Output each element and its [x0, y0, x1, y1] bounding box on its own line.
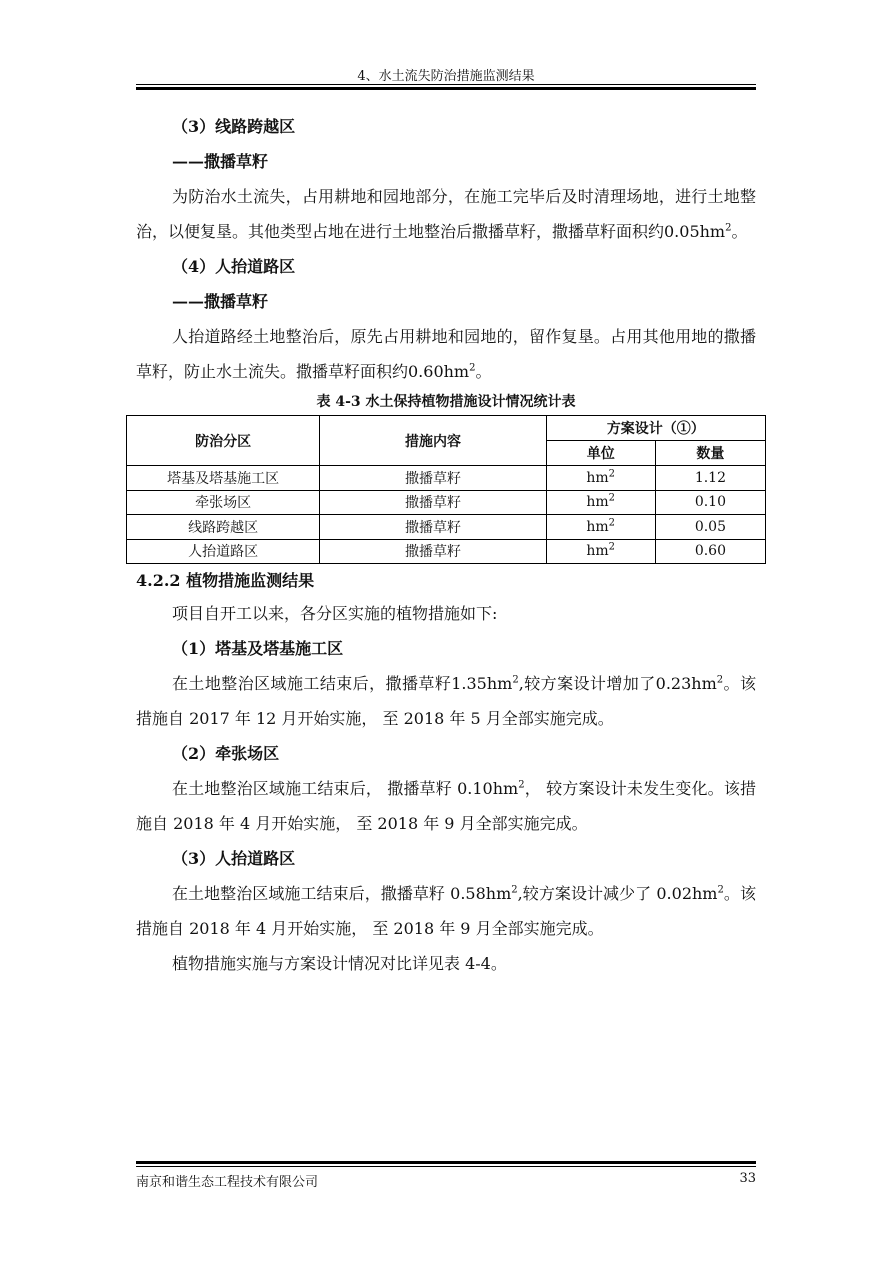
header-plan: 方案设计（①） — [546, 416, 765, 441]
cell-qty: 0.60 — [655, 539, 765, 564]
paragraph-closing: 植物措施实施与方案设计情况对比详见表 4-4。 — [172, 954, 507, 973]
cell-unit: $hm^2$ — [546, 539, 655, 564]
paragraph-result-tower: 在土地整治区域施工结束后，撒播草籽$1.35hm^2$,较方案设计增加了$0.23hm^2$。该措施自 2017 年 12 月开始实施， 至 2018 年 5 月全部实施完成。 — [136, 674, 756, 728]
cell-zone: 人抬道路区 — [127, 539, 320, 564]
result-heading-tension: （2）牵张场区 — [172, 744, 280, 763]
cell-unit: $hm^2$ — [546, 466, 655, 491]
plant-measures-table — [126, 415, 766, 564]
header-unit: 单位 — [546, 441, 655, 466]
cell-measure: 撒播草籽 — [320, 539, 546, 564]
measure-heading-seeding: ——撒播草籽 — [172, 152, 269, 171]
cell-zone: 塔基及塔基施工区 — [127, 466, 320, 491]
page-body — [136, 109, 756, 981]
header-rule-thin — [136, 84, 756, 85]
header-zone: 防治分区 — [127, 416, 320, 466]
paragraph-intro: 项目自开工以来，各分区实施的植物措施如下: — [172, 604, 498, 623]
measure-heading-seeding-2: ——撒播草籽 — [172, 292, 269, 311]
section-heading-carry-road: （4）人抬道路区 — [172, 257, 296, 276]
table-row — [127, 490, 766, 515]
cell-unit: $hm^2$ — [546, 490, 655, 515]
result-heading-road: （3）人抬道路区 — [172, 849, 296, 868]
cell-measure: 撒播草籽 — [320, 515, 546, 540]
section-heading-line-crossing: （3）线路跨越区 — [172, 117, 296, 136]
result-heading-tower: （1）塔基及塔基施工区 — [172, 639, 344, 658]
paragraph-result-tension: 在土地整治区域施工结束后， 撒播草籽 $0.10hm^2$， 较方案设计未发生变化。该措施自 2018 年 4 月开始实施， 至 2018 年 9 月全部实施完成。 — [136, 779, 756, 833]
cell-qty: 1.12 — [655, 466, 765, 491]
cell-zone: 线路跨越区 — [127, 515, 320, 540]
cell-qty: 0.10 — [655, 490, 765, 515]
table-row — [127, 539, 766, 564]
footer-company: 南京和谐生态工程技术有限公司 — [136, 1175, 319, 1190]
cell-qty: 0.05 — [655, 515, 765, 540]
cell-unit: $hm^2$ — [546, 515, 655, 540]
footer-rule-thin — [136, 1166, 756, 1167]
table-row — [127, 515, 766, 540]
table-row — [127, 466, 766, 491]
cell-measure: 撒播草籽 — [320, 490, 546, 515]
header-rule-thick — [136, 87, 756, 90]
header-qty: 数量 — [655, 441, 765, 466]
paragraph-carry-road: 人抬道路经土地整治后，原先占用耕地和园地的，留作复垦。占用其他用地的撒播草籽，防止水土流失。撒播草籽面积约$0.60hm^2$。 — [136, 327, 756, 381]
cell-measure: 撒播草籽 — [320, 466, 546, 491]
cell-zone: 牵张场区 — [127, 490, 320, 515]
running-header: 4、水土流失防治措施监测结果 — [357, 69, 535, 84]
paragraph-line-crossing: 为防治水土流失，占用耕地和园地部分，在施工完毕后及时清理场地，进行土地整治，以便复垦。其他类型占地在进行土地整治后撒播草籽，撒播草籽面积约$0.05hm^2$。 — [136, 187, 756, 241]
footer-rule-thick — [136, 1161, 756, 1164]
header-measure: 措施内容 — [320, 416, 546, 466]
page-number: 33 — [739, 1171, 756, 1186]
paragraph-result-road: 在土地整治区域施工结束后，撒播草籽 $0.58hm^2$,较方案设计减少了 $0.02hm^2$。该措施自 2018 年 4 月开始实施， 至 2018 年 9 月全部实施完成。 — [136, 884, 756, 938]
table-caption: 表 4-3 水土保持植物措施设计情况统计表 — [316, 394, 576, 410]
section-heading-422: 4.2.2 植物措施监测结果 — [136, 571, 315, 590]
